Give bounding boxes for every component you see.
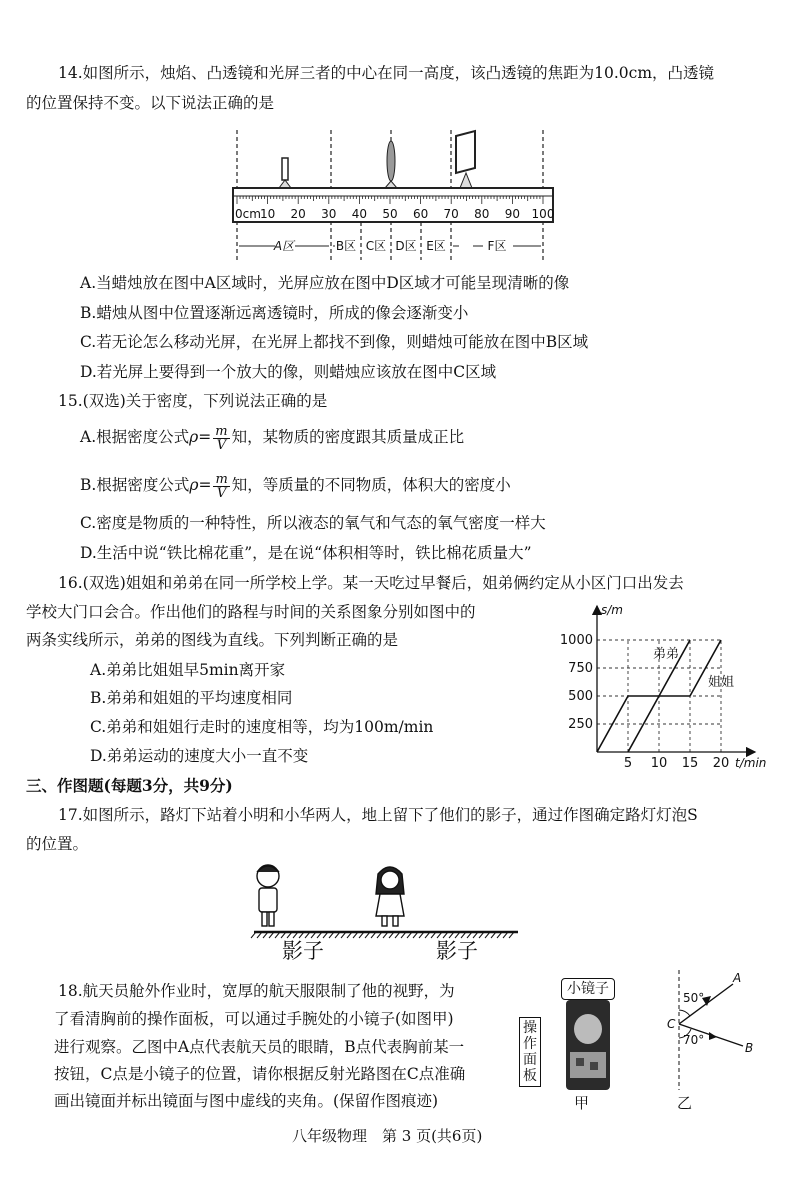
section-3-title: 三、作图题(每题3分，共9分) xyxy=(26,776,233,795)
figure-jia-caption: 甲 xyxy=(574,1094,590,1112)
distance-time-chart xyxy=(555,602,770,770)
figure-yi-caption: 乙 xyxy=(677,1094,693,1112)
shadow-label-right: 影子 xyxy=(436,939,478,963)
x-tick-label: 15 xyxy=(681,756,699,770)
y-tick-label: 750 xyxy=(568,661,593,676)
candle-icon xyxy=(279,158,291,188)
q15-option-d: D.生活中说“铁比棉花重”，是在说“体积相等时，铁比棉花质量大” xyxy=(80,544,532,562)
zone-d-label: D区 xyxy=(395,239,417,253)
density-formula-rho: ρ= xyxy=(189,476,212,494)
x-axis-label: t/min xyxy=(735,756,767,770)
page-footer: 八年级物理 第 3 页(共6页) xyxy=(292,1127,483,1145)
ruler-label: 10 xyxy=(259,207,276,221)
y-tick-label: 250 xyxy=(568,717,593,732)
x-tick-label: 10 xyxy=(650,756,668,770)
ruler-label: 70 xyxy=(443,207,459,221)
q17-stem-line2: 的位置。 xyxy=(26,835,89,853)
q15-option-b-suffix: 知，等质量的不同物质，体积大的密度小 xyxy=(231,476,511,494)
q15-option-b-prefix: B.根据密度公式 xyxy=(80,476,190,494)
point-c-label: C xyxy=(667,1017,676,1031)
ruler-label: 50 xyxy=(382,207,398,221)
ground-hatch xyxy=(251,932,256,938)
q15-option-a-suffix: 知，某物质的密度跟其质量成正比 xyxy=(231,428,465,446)
q16-option-d: D.弟弟运动的速度大小一直不变 xyxy=(90,747,309,765)
q14-option-d: D.若光屏上要得到一个放大的像，则蜡烛应该放在图中C区域 xyxy=(80,363,497,381)
fraction-numerator: m xyxy=(215,471,228,487)
ruler-label: 20 xyxy=(290,207,306,221)
lens-icon xyxy=(385,141,397,188)
girl-xiaohua-icon xyxy=(376,867,404,926)
figure-jia xyxy=(516,972,616,1112)
q16-option-b: B.弟弟和姐姐的平均速度相同 xyxy=(90,689,293,707)
angle-50-label: 50° xyxy=(683,991,705,1005)
q14-stem-line2: 的位置保持不变。以下说法正确的是 xyxy=(26,94,275,112)
q18-line1: 18.航天员舱外作业时，宽厚的航天服限制了他的视野，为 xyxy=(58,982,455,1000)
q15-option-b xyxy=(80,468,511,502)
q15-option-a xyxy=(80,420,464,454)
ruler-label: 90 xyxy=(504,207,521,221)
density-formula-fraction xyxy=(213,473,229,500)
q16-option-c: C.弟弟和姐姐行走时的速度相等，均为100m/min xyxy=(90,718,434,736)
control-panel-label: 操作面板 xyxy=(519,1017,541,1087)
q14-option-c: C.若无论怎么移动光屏，在光屏上都找不到像，则蜡烛可能放在图中B区域 xyxy=(80,333,589,351)
fraction-numerator: m xyxy=(215,423,228,439)
q15-option-a-prefix: A.根据密度公式 xyxy=(80,428,190,446)
zone-f-label: F区 xyxy=(487,239,507,253)
q15-stem: 15.(双选)关于密度，下列说法正确的是 xyxy=(58,392,328,410)
q18-line5: 画出镜面并标出镜面与图中虚线的夹角。(保留作图痕迹) xyxy=(54,1092,439,1110)
y-tick-label: 1000 xyxy=(559,633,593,648)
q16-stem-line1: 16.(双选)姐姐和弟弟在同一所学校上学。某一天吃过早餐后，姐弟俩约定从小区门口出发去 xyxy=(58,574,684,592)
boy-xiaoming-icon xyxy=(257,865,279,926)
figure-yi xyxy=(655,966,765,1116)
q18-line4: 按钮，C点是小镜子的位置，请你根据反射光路图在C点准确 xyxy=(54,1065,466,1083)
series-label-brother: 弟弟 xyxy=(653,647,680,662)
optical-bench-figure xyxy=(225,128,560,263)
ruler-label: 30 xyxy=(321,207,337,221)
screen-icon xyxy=(456,131,475,188)
q14-stem-line1: 14.如图所示，烛焰、凸透镜和光屏三者的中心在同一高度，该凸透镜的焦距为10.0cm，凸透镜 xyxy=(58,64,715,82)
q15-option-c: C.密度是物质的一种特性，所以液态的氧气和气态的氧气密度一样大 xyxy=(80,514,546,532)
mirror-callout-label: 小镜子 xyxy=(561,978,615,1000)
zone-c-label: C区 xyxy=(365,239,387,253)
series-label-sister: 姐姐 xyxy=(708,675,735,690)
fraction-denominator: V xyxy=(216,485,227,501)
q18-line2: 了看清胸前的操作面板，可以通过手腕处的小镜子(如图甲) xyxy=(54,1010,454,1028)
x-tick-label: 20 xyxy=(712,756,730,770)
zone-e-label: E区 xyxy=(426,239,446,253)
y-axis-label: s/m xyxy=(601,603,623,617)
q16-stem-line2: 学校大门口会合。作出他们的路程与时间的关系图象分别如图中的 xyxy=(26,603,476,621)
q16-option-a: A.弟弟比姐姐早5min离开家 xyxy=(90,661,286,679)
y-tick-label: 500 xyxy=(568,689,593,704)
shadow-label-left: 影子 xyxy=(282,939,324,963)
street-lamp-figure xyxy=(248,860,528,970)
q18-line3: 进行观察。乙图中A点代表航天员的眼睛，B点代表胸前某一 xyxy=(54,1038,465,1056)
astronaut-photo xyxy=(566,1000,610,1090)
angle-70-label: 70° xyxy=(683,1033,705,1047)
point-b-label: B xyxy=(745,1041,754,1055)
zone-a-label: A区 xyxy=(273,239,295,253)
ruler-label: 80 xyxy=(474,207,490,221)
ruler-label: 0cm xyxy=(235,207,261,221)
point-a-label: A xyxy=(733,971,742,985)
ruler-label: 100 xyxy=(531,207,555,221)
q14-option-a: A.当蜡烛放在图中A区域时，光屏应放在图中D区域才可能呈现清晰的像 xyxy=(80,274,570,292)
x-tick-label: 5 xyxy=(623,756,633,770)
q17-stem-line1: 17.如图所示，路灯下站着小明和小华两人，地上留下了他们的影子，通过作图确定路灯灯泡S xyxy=(58,806,698,824)
density-formula-fraction xyxy=(213,425,229,452)
ruler-label: 40 xyxy=(351,207,368,221)
q16-stem-line3: 两条实线所示，弟弟的图线为直线。下列判断正确的是 xyxy=(26,631,399,649)
ruler-label: 60 xyxy=(412,207,429,221)
density-formula-rho: ρ= xyxy=(189,428,212,446)
q14-option-b: B.蜡烛从图中位置逐渐远离透镜时，所成的像会逐渐变小 xyxy=(80,304,469,322)
zone-b-label: B区 xyxy=(335,239,357,253)
fraction-denominator: V xyxy=(216,437,227,453)
